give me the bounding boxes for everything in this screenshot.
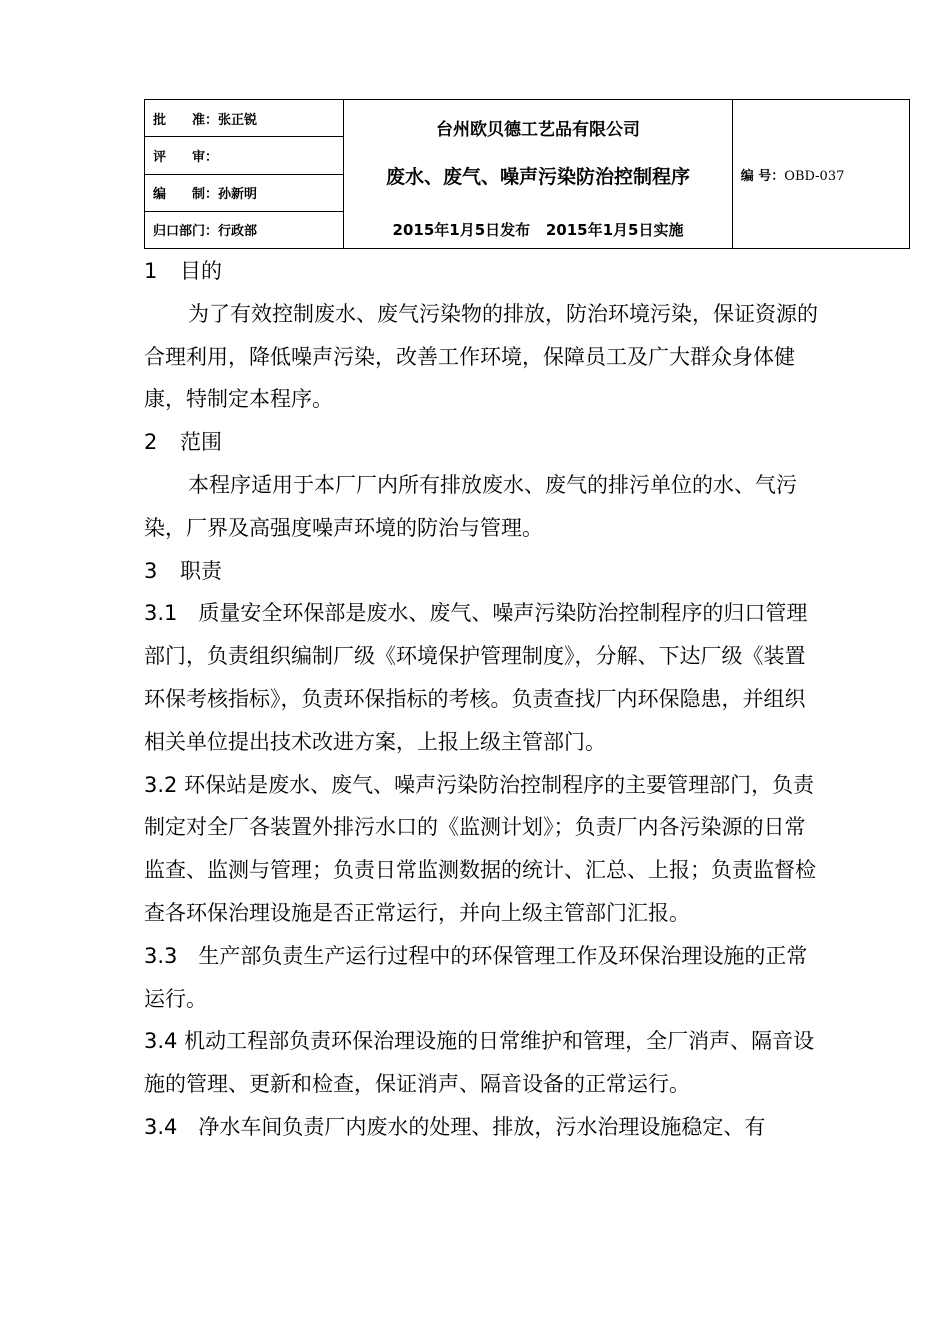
review-cell (145, 137, 344, 174)
section-3-title: 职责 (180, 558, 222, 583)
number-cell (732, 100, 909, 249)
paragraph-3-2: 3.2 环保站是废水、废气、噪声污染防治控制程序的主要管理部门，负责制定对全厂各装置外排污水口的《监测计划》；负责厂内各污染源的日常监查、监测与管理；负责日常监测数据的统计、汇总、上报；负责监督检查各环保治理设施是否正常运行，并向上级主管部门汇报。 (144, 772, 816, 925)
compile-value: 孙新明 (218, 187, 258, 203)
company-name: 台州欧贝德工艺品有限公司 (436, 119, 640, 140)
section-1-heading (144, 250, 824, 293)
compile-cell (145, 174, 344, 211)
dept-label: 归口部门： (153, 224, 219, 240)
title-cell (344, 100, 733, 249)
dept-cell (145, 211, 344, 248)
compile-label: 编 制： (153, 187, 219, 203)
document-body (144, 250, 824, 1149)
section-2-heading (144, 421, 824, 464)
approve-label: 批 准： (153, 112, 219, 128)
section-3-number: 3 (144, 558, 158, 583)
approve-cell (145, 100, 344, 137)
document-header-table (144, 99, 910, 249)
section-1-title: 目的 (180, 259, 222, 283)
paragraph-3-4-a: 3.4 机动工程部负责环保治理设施的日常维护和管理，全厂消声、隔音设施的管理、更新和检查，保证消声、隔音设备的正常运行。 (144, 1029, 815, 1097)
section-2-title: 范围 (180, 430, 222, 455)
dept-value: 行政部 (218, 224, 258, 240)
document-title: 废水、废气、噪声污染防治控制程序 (385, 165, 690, 188)
section-2-body: 本程序适用于本厂厂内所有排放废水、废气的排污单位的水、气污染，厂界及高强度噪声环境的防治与管理。 (144, 472, 797, 540)
paragraph-3-4-b: 3.4 净水车间负责厂内废水的处理、排放，污水治理设施稳定、有 (144, 1114, 766, 1139)
date-line (344, 219, 732, 240)
section-1-number: 1 (144, 259, 158, 283)
approve-value: 张正锐 (218, 112, 258, 128)
section-2-number: 2 (144, 430, 158, 455)
issue-date: 2015年1月5日发布 (392, 220, 531, 239)
section-3-heading (144, 550, 824, 593)
section-1-body: 为了有效控制废水、废气污染物的排放，防治环境污染，保证资源的合理利用，降低噪声污染，改善工作环境，保障员工及广大群众身体健康，特制定本程序。 (144, 301, 818, 412)
paragraph-3-1: 3.1 质量安全环保部是废水、废气、噪声污染防治控制程序的归口管理部门，负责组织编制厂级《环境保护管理制度》，分解、下达厂级《装置环保考核指标》，负责环保指标的考核。负责查找厂内环保隐患，并组织相关单位提出技术改进方案，上报上级主管部门。 (144, 601, 808, 754)
number-label: 编 号： (740, 168, 785, 184)
number-value: OBD-037 (784, 168, 845, 184)
review-label: 评 审： (153, 149, 219, 165)
effective-date: 2015年1月5日实施 (545, 220, 684, 239)
paragraph-3-3: 3.3 生产部负责生产运行过程中的环保管理工作及环保治理设施的正常运行。 (144, 943, 808, 1011)
